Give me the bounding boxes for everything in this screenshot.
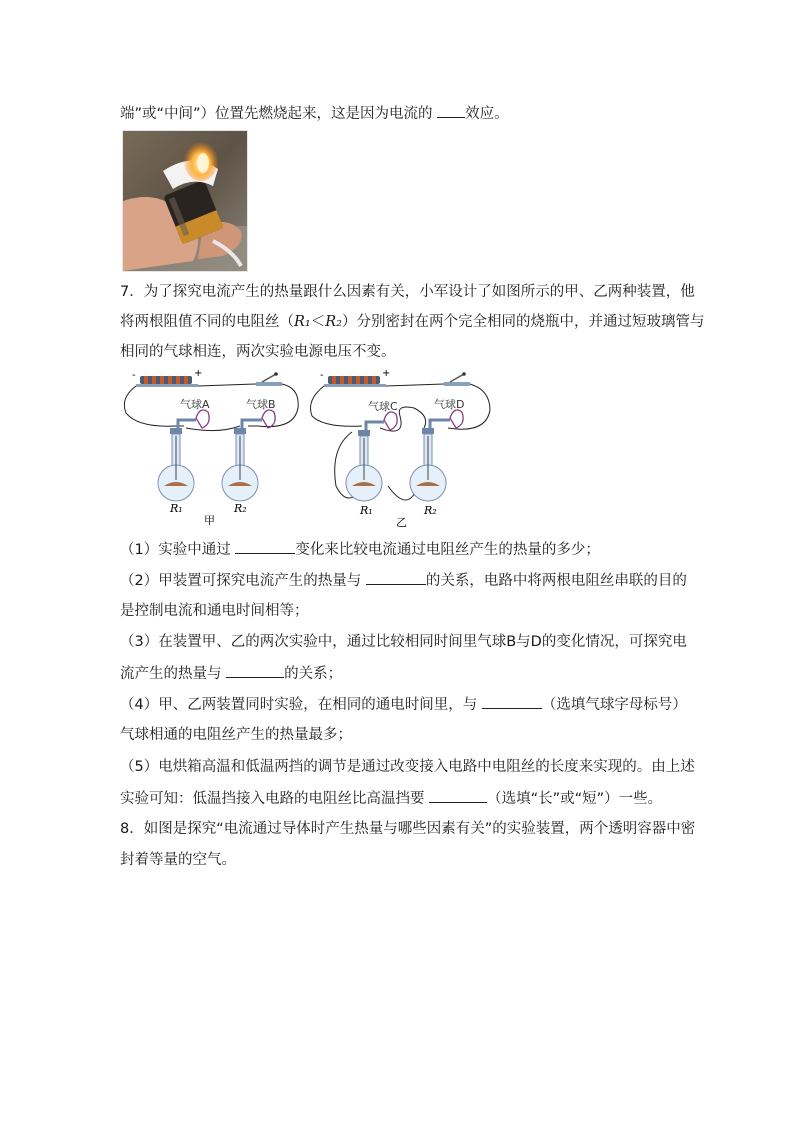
q7-sub3-line2 [120, 663, 342, 684]
q7-s5-before: 实验可知：低温挡接入电路的电阻丝比高温挡要 [120, 791, 425, 807]
q7-s4-before: （4）甲、乙两装置同时实验，在相同的通电时间里，与 [120, 697, 478, 713]
balloon-b-icon [262, 410, 275, 428]
q7-s2-before: （2）甲装置可探究电流产生的热量与 [120, 573, 362, 589]
q6-text-after: 效应。 [465, 106, 509, 122]
battery-minus-label-2: - [320, 370, 324, 381]
balloon-d-icon [450, 410, 463, 428]
q7-sub3-line1: （3）在装置甲、乙的两次实验中，通过比较相同时间里气球B与D的变化情况，可探究电 [120, 634, 687, 650]
q7-line2 [120, 312, 704, 332]
flask-r1-yi [346, 422, 384, 501]
q7-sub2-line2: 是控制电流和通电时间相等； [120, 603, 309, 619]
q7-s3-after: 的关系； [284, 666, 343, 682]
battery-foil-photo [122, 130, 248, 272]
setup-jia [124, 368, 298, 527]
circuit-diagram [118, 368, 502, 528]
balloon-b-label: 气球B [246, 398, 276, 411]
q7-lt-symbol: ＜ [310, 314, 326, 330]
q7-line3: 相同的气球相连，两次实验电源电压不变。 [120, 344, 396, 360]
q7-sub1 [120, 539, 600, 560]
q7-s1-after: 变化来比较电流通过电阻丝产生的热量的多少； [295, 542, 600, 558]
q7-s3-blank[interactable] [226, 663, 284, 678]
switch-icon [256, 382, 282, 386]
q7-s4-after: （选填气球字母标号） [541, 697, 687, 713]
setup-yi [311, 368, 491, 528]
q7-s2-after: 的关系，电路中将两根电阻丝串联的目的 [425, 573, 687, 589]
q7-sub4-line2: 气球相通的电阻丝产生的热量最多； [120, 727, 352, 743]
battery-plus-label-2: + [382, 368, 391, 379]
flask-r2-jia [222, 420, 262, 501]
r2-left-label: R₂ [234, 502, 247, 515]
flask-r1-jia [158, 420, 196, 501]
battery-plus-label: + [194, 368, 203, 379]
q8-line2: 封着等量的空气。 [120, 852, 236, 868]
q7-line2-before: 将两根阻值不同的电阻丝（ [120, 314, 294, 330]
label-jia: 甲 [204, 514, 215, 527]
q7-s3-before: 流产生的热量与 [120, 666, 222, 682]
r2-right-label: R₂ [424, 504, 437, 517]
q6-tail-line [120, 103, 509, 124]
q7-sub5-line1: （5）电烘箱高温和低温两挡的调节是通过改变接入电路中电阻丝的长度来实现的。由上述 [120, 759, 695, 775]
balloon-d-label: 气球D [434, 398, 465, 411]
balloon-c-icon [384, 412, 397, 430]
q7-line1: 7．为了探究电流产生的热量跟什么因素有关，小军设计了如图所示的甲、乙两种装置，他 [120, 284, 695, 300]
q6-text-before: 端”或“中间”）位置先燃烧起来，这是因为电流的 [120, 106, 433, 122]
q7-sub2 [120, 570, 687, 591]
q6-answer-blank[interactable] [437, 103, 465, 118]
switch-icon-2 [444, 382, 470, 386]
q7-r2-symbol: R₂ [325, 314, 342, 330]
balloon-a-label: 气球A [180, 398, 210, 411]
q7-s1-blank[interactable] [235, 539, 295, 554]
q7-r1-symbol: R₁ [294, 314, 311, 330]
r1-left-label: R₁ [170, 502, 183, 515]
q7-line2-after: ）分别密封在两个完全相同的烧瓶中，并通过短玻璃管与 [341, 314, 705, 330]
q7-s5-blank[interactable] [429, 788, 487, 803]
q8-line1: 8．如图是探究“电流通过导体时产生热量与哪些因素有关”的实验装置，两个透明容器中密 [120, 821, 696, 837]
flask-r2-yi [410, 420, 450, 501]
balloon-a-icon [196, 410, 209, 428]
label-yi: 乙 [396, 516, 407, 528]
q7-s4-blank[interactable] [482, 694, 542, 709]
balloon-c-label: 气球C [368, 400, 398, 413]
q7-s1-before: （1）实验中通过 [120, 542, 231, 558]
q7-sub4 [120, 694, 687, 715]
q7-s2-blank[interactable] [366, 570, 426, 585]
q7-s5-after: （选填“长”或“短”）一些。 [487, 791, 663, 807]
r1-right-label: R₁ [360, 504, 373, 517]
battery-minus-label: - [132, 370, 136, 381]
q7-sub5-line2 [120, 788, 662, 809]
